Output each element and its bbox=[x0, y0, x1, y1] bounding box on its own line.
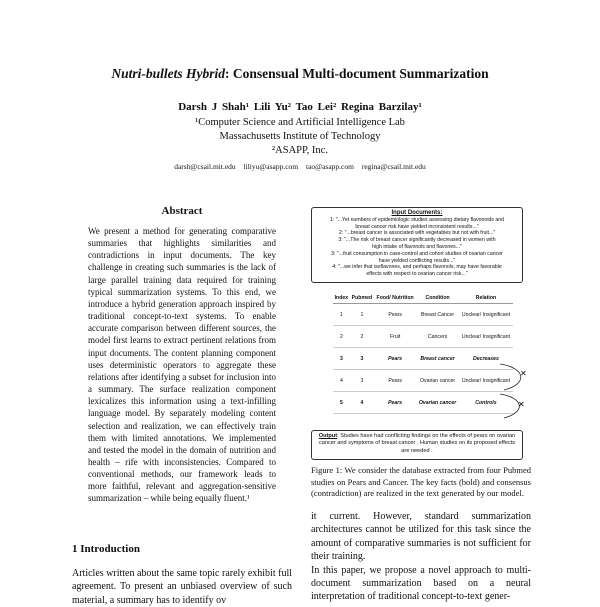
table-cell: 3 bbox=[333, 348, 350, 370]
table-cell: Cancers bbox=[416, 326, 459, 348]
table-cell: 1 bbox=[333, 304, 350, 326]
abstract-text: We present a method for generating comparative summaries that highlights similarities and contradictions in input documents. The key challenge in creating such summaries is the lack of large parallel training data required for training typical summarization systems. To this end, we introduce a hybrid generation approach inspired by traditional concept-to-text systems. To enable accurate comparison between different sources, the model first learns to extract pertinent relations from input documents. The content planning component uses deterministic operators to aggregate these relations after identifying a subset for inclusion into a summary. The surface realization component lexicalizes this information using a text-infilling language model. By separately modeling content selection and realization, we can effectively train them with limited annotations. We implemented and tested the model in the domain of nutrition and health – rife with inconsistencies. Compared to conventional methods, our framework leads to more faithful, relevant and aggregation-sensitive summarization – while being equally fluent.¹ bbox=[88, 226, 276, 504]
table-row bbox=[333, 326, 513, 348]
table-header: Condition bbox=[416, 293, 459, 304]
input-line: 1: "...Yet numbers of epidemiologic studies assessing dietary flavonoids and bbox=[329, 216, 505, 223]
section-heading: 1 Introduction bbox=[72, 543, 140, 555]
output-box bbox=[311, 430, 523, 460]
table-header: Relation bbox=[459, 293, 513, 304]
arrow-curve-1 bbox=[500, 364, 521, 390]
table-cell: Pears bbox=[374, 348, 416, 370]
table-header: Index bbox=[333, 293, 350, 304]
table-cell: 1 bbox=[350, 304, 374, 326]
emails: darsh@csail.mit.edu liliyu@asapp.com tao@asapp.com regina@csail.mit.edu bbox=[174, 162, 426, 171]
input-line: effects with respect to ovarian cancer risk..." bbox=[366, 271, 468, 278]
abstract-heading: Abstract bbox=[161, 205, 203, 217]
table-row bbox=[333, 348, 513, 370]
table-cell: Ovarian cancer bbox=[416, 392, 459, 414]
relation-table bbox=[333, 293, 513, 428]
output-text: : Studies have had conflicting findings on the effects of pears on ovarian cancer and symptoms of breast cancer . Human studies on its proposed effects are needed . bbox=[318, 433, 516, 454]
table-cell: Ovarian cancer bbox=[416, 370, 459, 392]
table-header: Food/ Nutrition bbox=[374, 293, 416, 304]
table-cell: 5 bbox=[333, 392, 350, 414]
table-cell: Breast cancer bbox=[416, 348, 459, 370]
input-documents-title: Input Documents: bbox=[391, 210, 443, 216]
table-cell: Unclear/ Insignificant bbox=[459, 304, 513, 326]
right-column-text: it current. However, standard summarization architectures cannot be utilized for this task since the amount of comparative summaries is not sufficient for their training. In this paper, we propose a novel approach to multi-document summarization based on a neural interpretation of traditional concept-to-text gener- bbox=[311, 511, 531, 603]
contradiction-mark: ✕ bbox=[518, 400, 525, 409]
table-cell: Breast Cancer bbox=[416, 304, 459, 326]
table-cell: Controls bbox=[459, 392, 513, 414]
table-cell: 2 bbox=[333, 326, 350, 348]
table-cell: 3 bbox=[350, 370, 374, 392]
input-line: 3: "...The risk of breast cancer significantly decreased in women with bbox=[338, 237, 496, 244]
authors: Darsh J Shah¹ Lili Yu² Tao Lei² Regina Barzilay¹ bbox=[178, 101, 422, 113]
input-line: breast cancer risk have yielded inconsistent results..." bbox=[355, 223, 479, 230]
table-cell: Pears bbox=[374, 392, 416, 414]
table-cell: Pears bbox=[374, 304, 416, 326]
table-row bbox=[333, 370, 513, 392]
table-cell: 4 bbox=[333, 370, 350, 392]
arrow-curve-2 bbox=[500, 394, 519, 418]
table-cell: Unclear/ Insignificant bbox=[459, 326, 513, 348]
relation-arrows bbox=[498, 360, 538, 420]
table-cell: Unclear/ Insignificant bbox=[459, 370, 513, 392]
input-line: have yielded conflicting results..." bbox=[378, 257, 456, 264]
table-cell: 3 bbox=[350, 348, 374, 370]
table-cell: 2 bbox=[350, 326, 374, 348]
table-row bbox=[333, 304, 513, 326]
affiliation-2: Massachusetts Institute of Technology bbox=[219, 131, 381, 142]
table-cell: Decreases bbox=[459, 348, 513, 370]
input-line: 4: "...we infer that isoflavones, and perhaps flavonols, may have favorable bbox=[332, 264, 502, 271]
affiliation-3: ²ASAPP, Inc. bbox=[272, 145, 328, 156]
output-label: Output bbox=[318, 433, 338, 439]
input-line: 3: "...fruit consumption in case-control and cohort studies of ovarian cancer bbox=[331, 250, 503, 257]
contradiction-mark: ✕ bbox=[520, 369, 527, 378]
input-line: high intake of flavonols and flavones..." bbox=[372, 243, 462, 250]
table-cell: Pears bbox=[374, 370, 416, 392]
table-row bbox=[333, 392, 513, 414]
intro-text: Articles written about the same topic rarely exhibit full agreement. To present an unbiased overview of such material, a summary has to identify ov bbox=[72, 568, 292, 606]
table-header: Pubmed bbox=[350, 293, 374, 304]
table-cell: 4 bbox=[350, 392, 374, 414]
affiliation-1: ¹Computer Science and Artificial Intelligence Lab bbox=[195, 117, 405, 128]
table-cell: Fruit bbox=[374, 326, 416, 348]
figure-caption: Figure 1: We consider the database extracted from four Pubmed studies on Pears and Cancer. The key facts (bold) and consensus (contradiction) are realized in the text generated by our model. bbox=[311, 465, 531, 499]
input-line: 2: "...breast cancer is associated with vegetables but not with fruit..." bbox=[338, 230, 496, 237]
input-documents-box bbox=[311, 207, 523, 283]
paper-title: Nutri-bullets Hybrid: Consensual Multi-document Summarization bbox=[111, 66, 489, 81]
